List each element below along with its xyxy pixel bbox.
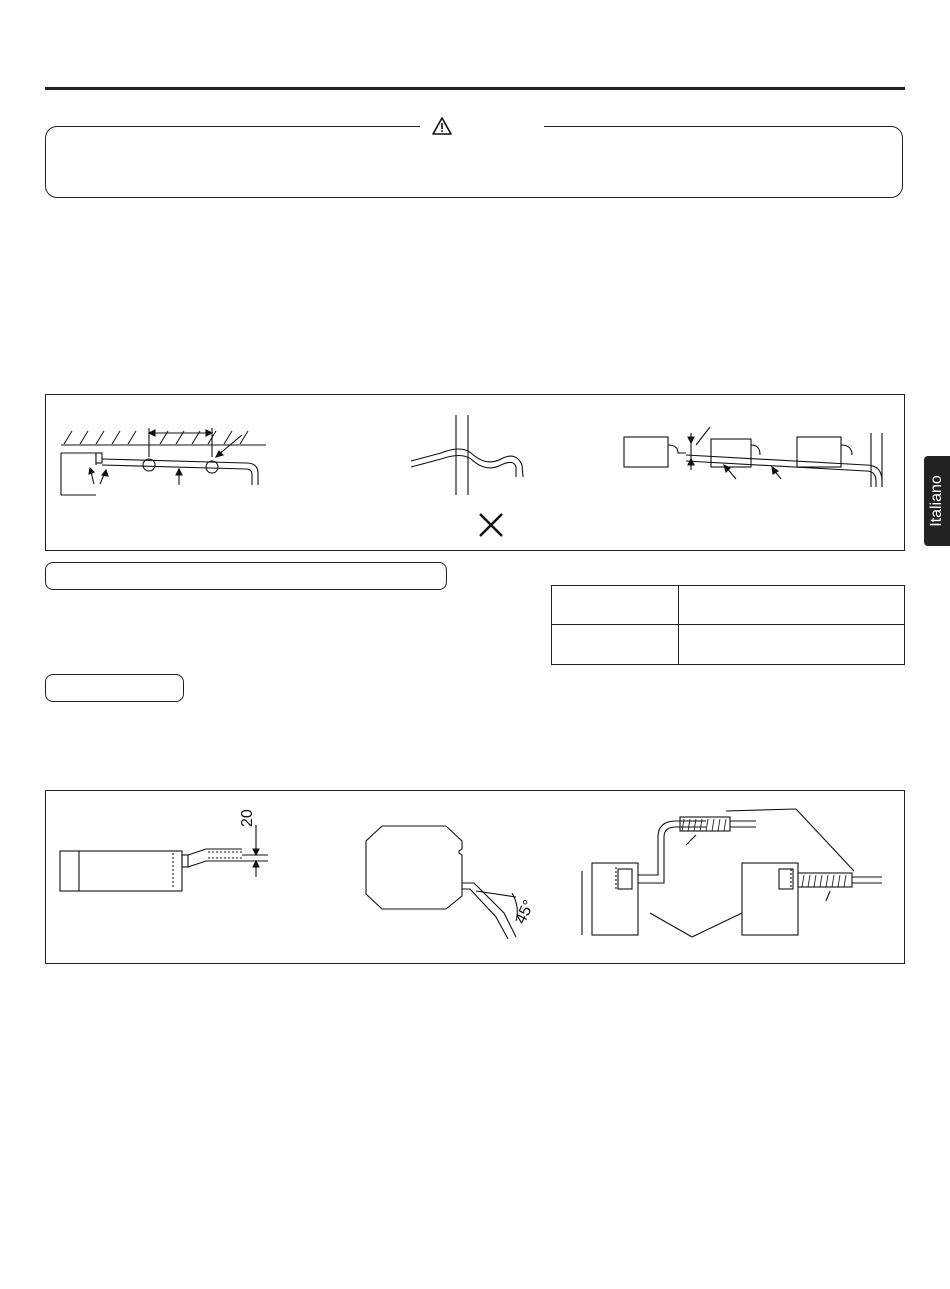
spec-table [551,585,905,665]
drain-slope-figure [45,394,905,551]
section-heading-box-2 [45,674,184,702]
dimension-label: 20 [239,809,256,827]
warning-triangle-icon [431,116,453,136]
drain-hose-diagram [46,791,904,963]
wrong-cross-icon [480,514,502,536]
section-heading-box [45,562,447,590]
drain-slope-diagram [46,395,904,550]
drain-hose-figure [45,790,905,964]
language-tab-label: Italiano [928,475,945,527]
warning-box [45,126,903,198]
header-rule [45,87,905,90]
angle-label: 45° [512,897,539,927]
language-tab[interactable] [924,456,950,546]
